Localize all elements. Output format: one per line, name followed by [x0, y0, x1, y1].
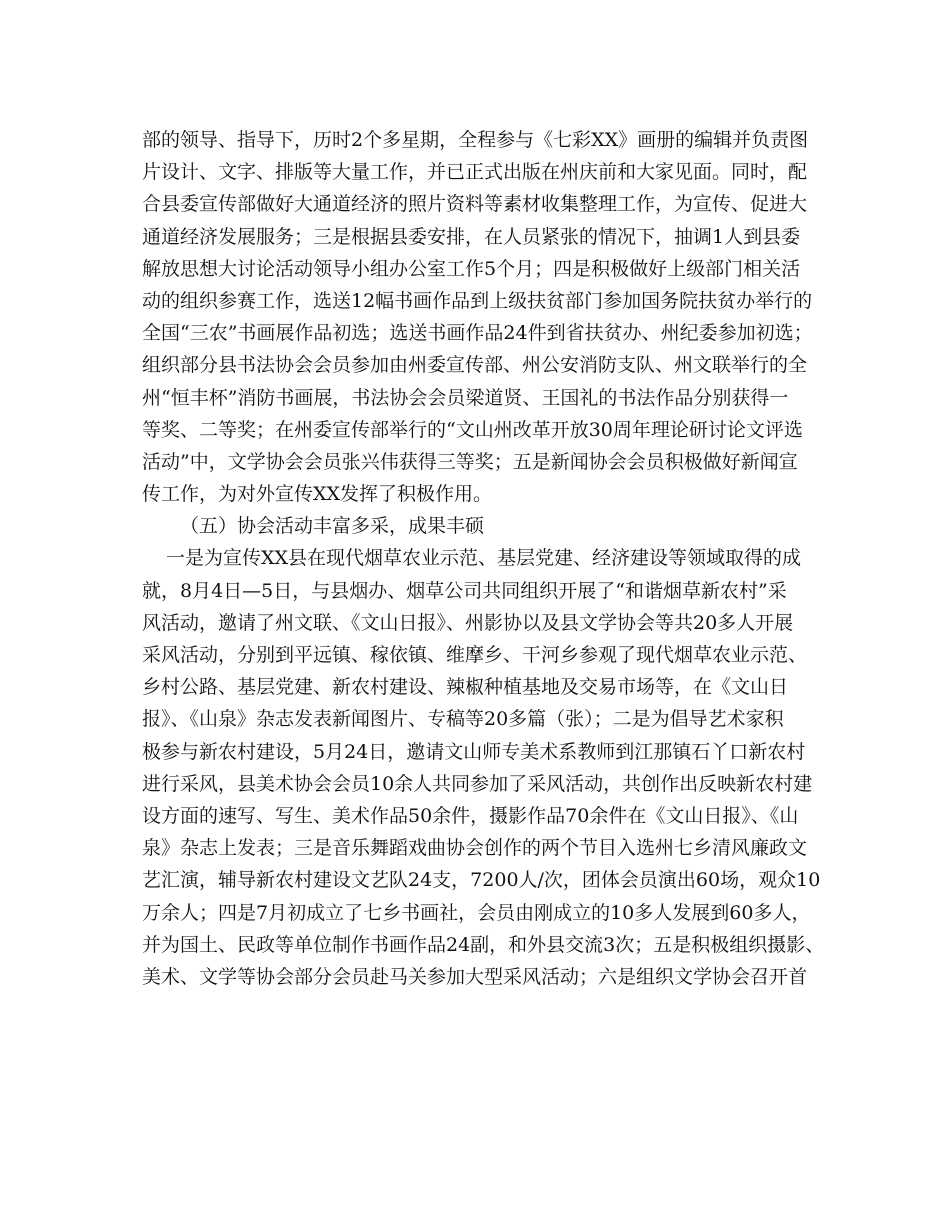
- text-line: 设方面的速写、写生、美术作品50余件，摄影作品70余件在《文山日报》、《山: [142, 804, 799, 827]
- text-line: 合县委宣传部做好大通道经济的照片资料等素材收集整理工作，为宣传、促进大: [142, 193, 808, 216]
- text-line: 泉》杂志上发表；三是音乐舞蹈戏曲协会创作的两个节目入选州七乡清风廉政文: [142, 837, 808, 860]
- text-line: 片设计、文字、排版等大量工作，并已正式出版在州庆前和大家见面。同时，配: [142, 161, 808, 184]
- text-line: 活动”中，文学协会会员张兴伟获得三等奖；五是新闻协会会员积极做好新闻宣: [142, 450, 798, 473]
- text-line: 州“恒丰杯”消防书画展，书法协会会员梁道贤、王国礼的书法作品分别获得一: [142, 386, 789, 409]
- document-body: [142, 124, 825, 993]
- text-line: 传工作，为对外宣传XX发挥了积极作用。: [142, 483, 493, 506]
- text-line: 极参与新农村建设，5月24日，邀请文山师专美术系教师到江那镇石丫口新农村: [142, 740, 806, 763]
- text-line: 乡村公路、基层党建、新农村建设、辣椒种植基地及交易市场等，在《文山日: [142, 676, 789, 699]
- paragraph-1: [142, 124, 822, 510]
- paragraph-2: [142, 542, 825, 993]
- text-line: 艺汇演，辅导新农村建设文艺队24支，7200人/次，团体会员演出60场，观众10: [142, 869, 821, 892]
- text-line: 并为国土、民政等单位制作书画作品24副，和外县交流3次；五是积极组织摄影、: [142, 933, 825, 956]
- text-line: 就，8月4日—5日，与县烟办、烟草公司共同组织开展了“和谐烟草新农村”采: [142, 579, 787, 602]
- text-line: 报》、《山泉》杂志发表新闻图片、专稿等20多篇（张）；二是为倡导艺术家积: [142, 708, 784, 731]
- text-line: 万余人；四是7月初成立了七乡书画社，会员由刚成立的10多人发展到60多人，: [142, 901, 811, 924]
- text-line: 一是为宣传XX县在现代烟草农业示范、基层党建、经济建设等领域取得的成: [166, 547, 802, 570]
- text-line: 美术、文学等协会部分会员赴马关参加大型采风活动；六是组织文学协会召开首: [142, 965, 808, 988]
- text-line: 进行采风，县美术协会会员10余人共同参加了采风活动，共创作出反映新农村建: [142, 772, 813, 795]
- text-line: 组织部分县书法协会会员参加由州委宣传部、州公安消防支队、州文联举行的全: [142, 354, 808, 377]
- text-line: 风活动，邀请了州文联、《文山日报》、州影协以及县文学协会等共20多人开展: [142, 611, 794, 634]
- text-line: 采风活动，分别到平远镇、稼依镇、维摩乡、干河乡参观了现代烟草农业示范、: [142, 644, 808, 666]
- section-heading: （五）协会活动丰富多采，成果丰硕: [180, 515, 485, 538]
- text-line: 通道经济发展服务；三是根据县委安排，在人员紧张的情况下，抽调1人到县委: [142, 225, 801, 248]
- text-line: 等奖、二等奖；在州委宣传部举行的“文山州改革开放30周年理论研讨论文评选: [142, 418, 803, 441]
- text-line: 部的领导、指导下，历时2个多星期，全程参与《七彩XX》画册的编辑并负责图: [142, 129, 809, 151]
- text-line: 解放思想大讨论活动领导小组办公室工作5个月；四是积极做好上级部门相关活: [142, 257, 801, 280]
- text-line: 动的组织参赛工作，选送12幅书画作品到上级扶贫部门参加国务院扶贫办举行的: [142, 289, 813, 312]
- text-line: 全国“三农”书画展作品初选；选送书画作品24件到省扶贫办、州纪委参加初选；: [142, 322, 813, 345]
